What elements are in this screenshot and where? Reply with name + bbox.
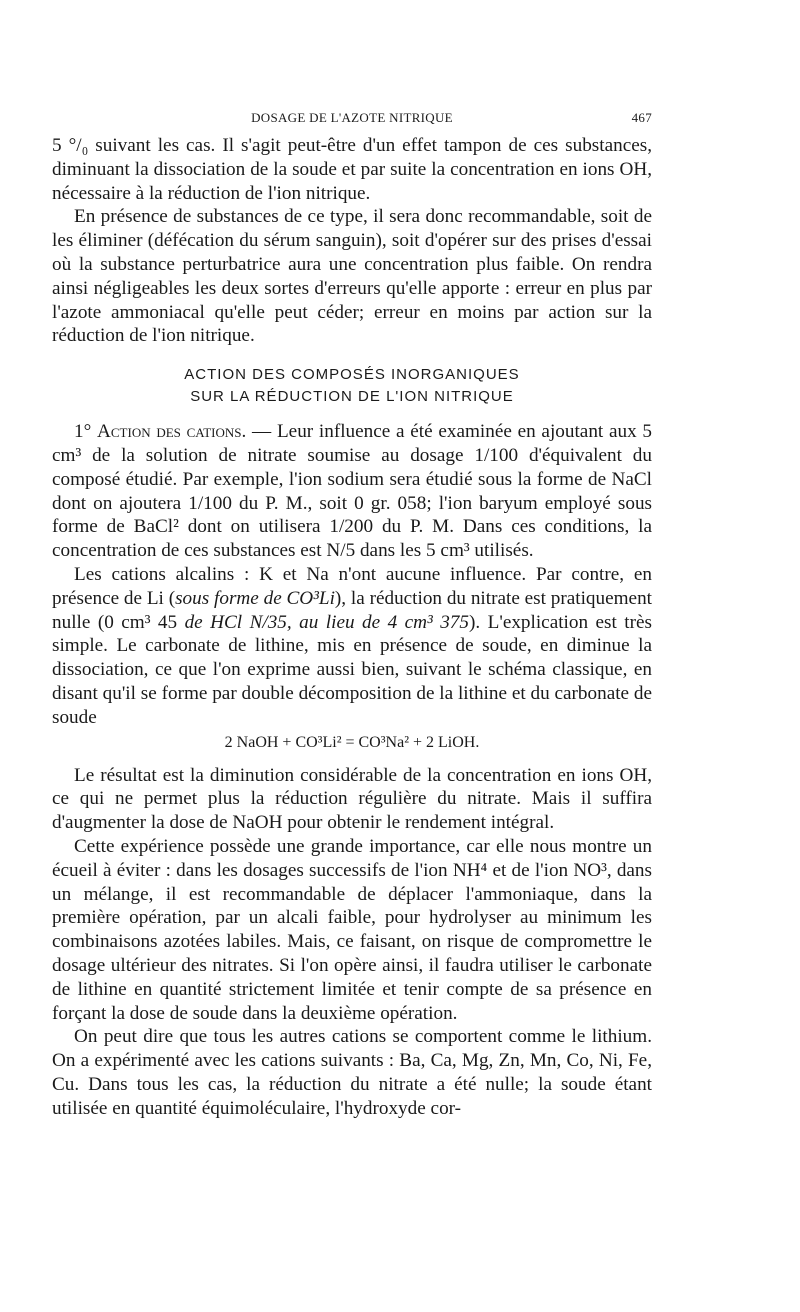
document-page [52, 108, 652, 1120]
paragraph: On peut dire que tous les autres cations se comportent comme le lithium. On a expérimenté avec les cations suivants : Ba, Ca, Mg, Zn, Mn, Co, Ni, Fe, Cu. Dans tous les cas, la réduction du nitrate a été nulle; la soude étant utilisée en quantité équimoléculaire, l'hydroxyde cor- [52, 1026, 652, 1119]
paragraph-text: Les cations alcalins : K et Na n'ont aucune influence. Par contre, en présence de Li ( [52, 563, 652, 609]
paragraph-continuation: 5 °/₀ suivant les cas. Il s'agit peut-être d'un effet tampon de ces substances, diminuant la dissociation de la soude et par suite la concentration en ions OH, nécessaire à la réduction de l'ion nitrique. [52, 135, 652, 204]
italic-text: sous forme de CO³Li [175, 587, 335, 609]
section-heading-line: SUR LA RÉDUCTION DE L'ION NITRIQUE [190, 388, 514, 406]
section-heading-line: ACTION DES COMPOSÉS INORGANIQUES [184, 366, 520, 384]
chemical-equation: 2 NaOH + CO³Li² = CO³Na² + 2 LiOH. [224, 733, 480, 751]
paragraph-text: ). L'explication est très simple. Le carbonate de lithine, mis en présence de soude, en diminue la dissociation, ce que l'on exprime aussi bien, suivant le schéma classique, en disant qu'il se forme par double décomposition de la lithine et du carbonate de soude [52, 611, 652, 728]
paragraph: En présence de substances de ce type, il sera donc recommandable, soit de les éliminer (défécation du sérum sanguin), soit d'opérer sur des prises d'essai où la substance perturbatrice aura une concentration plus faible. On rendra ainsi négligeables les deux sortes d'erreurs qu'elle apporte : erreur en plus par l'azote ammoniacal qu'elle peut céder; erreur en moins par action sur la réduction de l'ion nitrique. [52, 206, 652, 347]
running-title: DOSAGE DE L'AZOTE NITRIQUE [251, 110, 453, 125]
subsection-paragraph [52, 420, 652, 563]
body-text [52, 134, 652, 348]
section-heading [52, 364, 652, 408]
paragraph: Cette expérience possède une grande importance, car elle nous montre un écueil à éviter : dans les dosages successifs de l'ion NH⁴ et de l'ion NO³, dans un mélange, il est recommandable de déplacer l'ammoniaque, dans la première opération, par un alcali faible, pour hydrolyser au minimum les combinaisons azotées labiles. Mais, ce faisant, on risque de compromettre le dosage ultérieur des nitrates. Si l'on opère ainsi, il faudra utiliser le carbonate de lithine en quantité strictement limitée et tenir compte de sa présence en forçant la dose de soude dans la deuxième opération. [52, 835, 652, 1024]
paragraph: Le résultat est la diminution considérable de la concentration en ions OH, ce qui ne permet plus la réduction régulière du nitrate. Mais il suffira d'augmenter la dose de NaOH pour obtenir le rendement intégral. [52, 764, 652, 834]
subsection-title: Action des cations. [97, 421, 247, 443]
body-text [52, 764, 652, 1121]
paragraph [52, 563, 652, 730]
paragraph-text: ), la réduction du nitrate est pratiquement nulle (0 cm³ 45 [52, 587, 652, 633]
page-number: 467 [631, 110, 652, 125]
body-text [52, 420, 652, 729]
italic-text: de HCl N/35, au lieu de 4 cm³ 375 [184, 611, 469, 633]
subsection-number: 1° [74, 421, 92, 443]
subsection-text: — Leur influence a été examinée en ajoutant aux 5 cm³ de la solution de nitrate soumise au dosage 1/100 d'équivalent du composé étudié. Par exemple, l'ion sodium sera étudié sous la forme de NaCl dont on ajoutera 1/100 du P. M., soit 0 gr. 058; l'ion baryum employé sous forme de BaCl² dont on utilisera 1/200 du P. M. Dans ces conditions, la concentration de ces substances est N/5 dans les 5 cm³ utilisés. [52, 421, 652, 562]
running-header [52, 108, 652, 134]
